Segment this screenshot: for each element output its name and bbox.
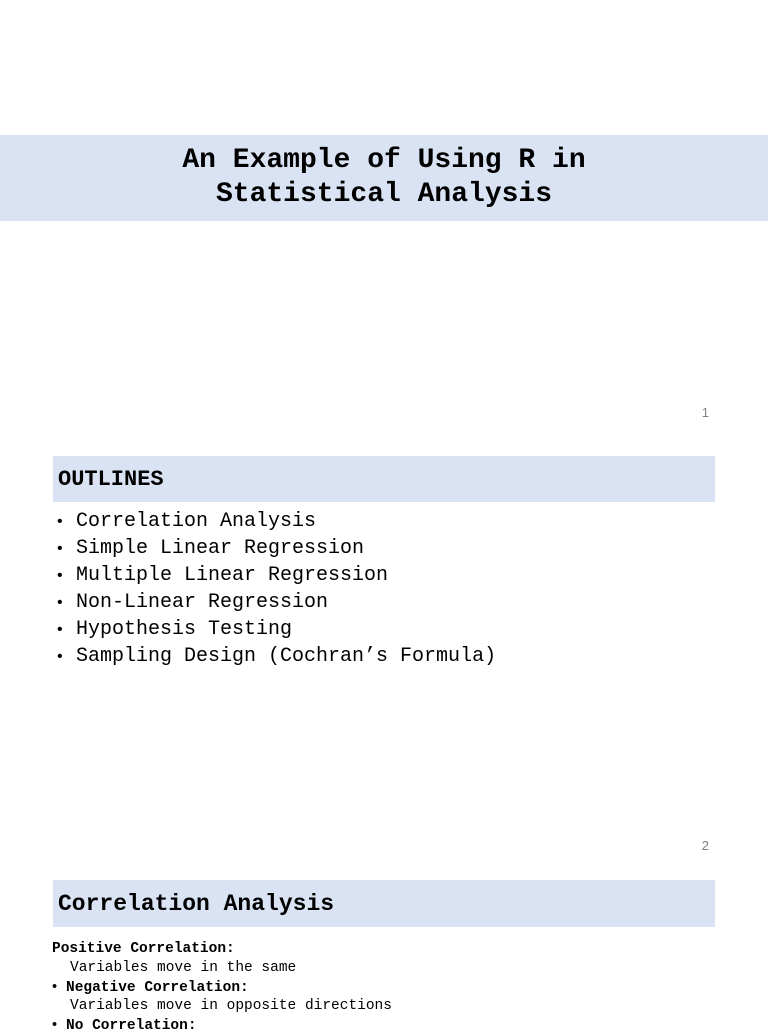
bullet-icon: • <box>57 621 63 638</box>
outlines-title: OUTLINES <box>58 466 164 492</box>
negative-correlation-desc: Variables move in opposite directions <box>70 998 392 1014</box>
title-line-2: Statistical Analysis <box>215 179 553 210</box>
list-item <box>57 591 496 618</box>
title-banner <box>0 135 768 221</box>
positive-correlation-label: Positive Correlation: <box>52 941 235 957</box>
outlines-header <box>53 456 715 502</box>
page-number-1: 1 <box>701 405 709 420</box>
bullet-icon: • <box>57 567 63 584</box>
no-correlation-row <box>52 1016 752 1035</box>
outline-item-text: Simple Linear Regression <box>76 537 365 560</box>
title-line-1: An Example of Using R in <box>182 145 586 176</box>
bullet-icon: • <box>57 594 63 611</box>
bullet-icon: • <box>57 648 63 665</box>
positive-correlation-desc: Variables move in the same <box>70 960 297 976</box>
bullet-icon: • <box>57 540 63 557</box>
list-item <box>57 645 496 672</box>
no-correlation-label: No Correlation: <box>66 1018 197 1034</box>
outline-item-text: Sampling Design (Cochran’s Formula) <box>76 645 497 668</box>
outline-item-text: Hypothesis Testing <box>76 618 293 641</box>
correlation-body <box>52 940 752 1035</box>
list-item <box>57 510 496 537</box>
outline-list <box>57 510 496 672</box>
list-item <box>57 618 496 645</box>
list-item <box>57 564 496 591</box>
bullet-icon: • <box>52 979 58 995</box>
correlation-header <box>53 880 715 927</box>
outline-item-text: Non-Linear Regression <box>76 591 329 614</box>
bullet-icon: • <box>57 513 63 530</box>
negative-correlation-row <box>52 978 752 997</box>
bullet-icon: • <box>52 1017 58 1033</box>
page-number-2: 2 <box>701 838 709 853</box>
correlation-title: Correlation Analysis <box>58 890 335 917</box>
outline-item-text: Correlation Analysis <box>76 510 317 533</box>
list-item <box>57 537 496 564</box>
outline-item-text: Multiple Linear Regression <box>76 564 389 587</box>
negative-correlation-label: Negative Correlation: <box>66 980 249 996</box>
